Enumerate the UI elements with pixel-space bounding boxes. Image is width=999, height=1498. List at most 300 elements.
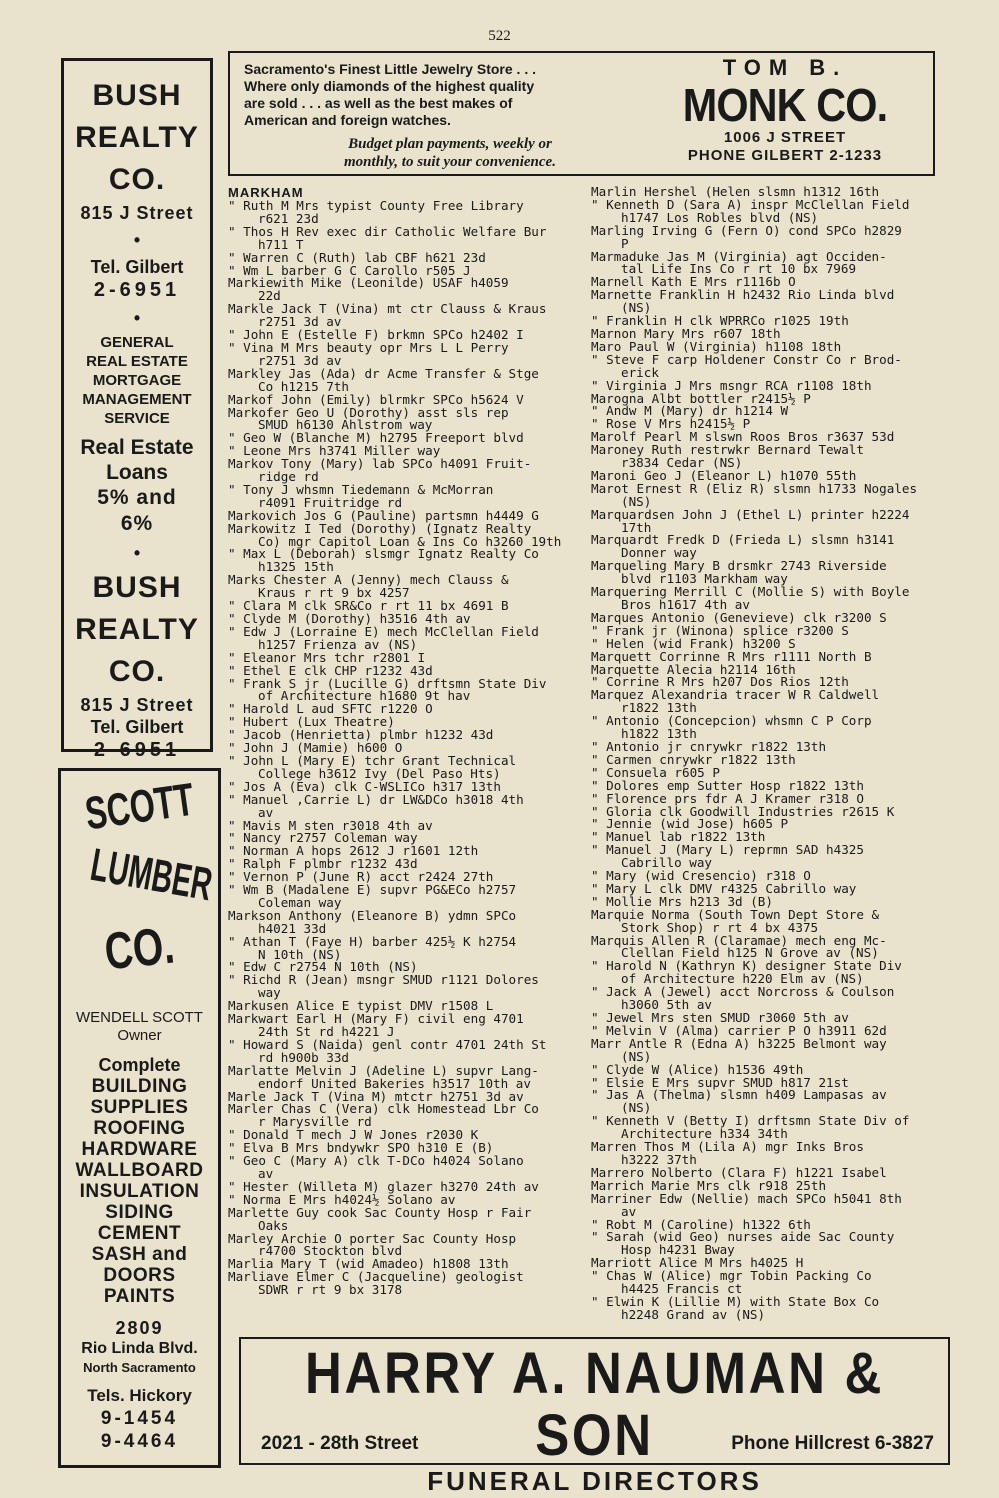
entry-line: " Antonio jr cnrywkr r1822 13th [591,738,827,754]
entry-continuation: av [258,1165,274,1181]
entry-line: " Edw J (Lorraine E) mech McClellan Field [228,623,539,639]
entry-line: " Max L (Deborah) slsmgr Ignatz Realty Co [228,546,539,562]
entry-line: " Kenneth V (Betty I) drftsmn State Div of [591,1113,910,1129]
bush-name-1: BUSH [92,79,182,112]
directory-column-1 [228,186,580,1297]
entry-line: Marr Antle R (Edna A) h3225 Belmont way [591,1035,887,1051]
entry-line: Markowitz I Ted (Dorothy) (Ignatz Realty [228,520,532,536]
product-item: WALLBOARD [75,1160,204,1181]
monk-line: Sacramento's Finest Little Jewelry Store . . . [244,61,536,77]
entry-line: " Nancy r2757 Coleman way [228,830,418,846]
entry-line: " Carmen cnrywkr r1822 13th [591,751,796,767]
directory-entry [591,196,949,225]
entry-continuation: Bros h1617 4th av [621,597,750,612]
entry-line: Markovich Jos G (Pauline) partsmn h4449 G [228,507,539,523]
entry-continuation: rd h900b 33d [258,1049,349,1065]
entry-line: " Clyde M (Dorothy) h3516 4th av [228,611,471,626]
directory-entry [228,1271,580,1297]
entry-line: Marriott Alice M Mrs h4025 H [591,1255,804,1271]
entry-line: " Harold L aud SFTC r1220 O [228,701,433,717]
entry-continuation: Co h1215 7th [258,378,349,394]
entry-line: " Jewel Mrs sten SMUD r3060 5th av [591,1010,849,1025]
entry-continuation: h3060 5th av [621,997,712,1013]
entry-continuation: College h3612 Ivy (Del Paso Hts) [258,765,501,781]
entry-line: Maroney Ruth restrwkr Bernard Tewalt [591,442,864,458]
bush-realty-ad [61,58,213,761]
nauman-ad [239,1337,950,1496]
entry-line: Markley Jas (Ada) dr Acme Transfer & Stge [228,365,539,381]
directory-entry [228,481,580,510]
directory-entry [228,1155,580,1181]
bush-address: 815 J Street [80,203,194,223]
entry-continuation: Donner way [621,545,697,561]
directory-entry [228,1062,580,1091]
entry-line: " John J (Mamie) h600 O [228,740,403,756]
entry-line: Marquez Alexandria tracer W R Caldwell [591,687,880,703]
nauman-sub: FUNERAL DIRECTORS [427,1466,762,1496]
entry-continuation: Stork Shop) r rt 4 bx 4375 [621,919,819,935]
product-item: BUILDING [91,1076,188,1097]
bush-rate: 6% [120,512,154,535]
entry-line: " Wm L barber G C Carollo r505 J [228,262,471,278]
entry-line: " Wm B (Madalene E) supvr PG&ECo h2757 [228,882,517,898]
directory-entry [591,906,949,935]
entry-line: Marlette Guy cook Sac County Hosp r Fair [228,1204,532,1220]
entry-continuation: (NS) [621,1100,652,1116]
entry-line: Markusen Alice E typist DMV r1508 L [228,998,494,1014]
monk-brand [640,55,930,165]
entry-line: " Elva B Mrs bndywkr SPO h310 E (B) [228,1140,494,1156]
entry-line: " Thos H Rev exec dir Catholic Welfare Bur [228,223,547,239]
monk-budget [270,135,630,171]
entry-line: Markson Anthony (Eleanore B) ydmn SPCo [228,907,517,923]
directory-entry [591,289,949,315]
bush-tel-label: Tel. Gilbert [90,717,184,737]
entry-continuation: of Architecture h220 Elm av (NS) [621,971,864,987]
entry-continuation: 17th [621,519,652,535]
owner-label: Owner [117,1027,162,1044]
entry-continuation: blvd r1103 Markham way [621,571,788,587]
entry-continuation: Clellan Field h125 N Grove av (NS) [621,945,879,961]
entry-line: " Jacob (Henrietta) plmbr h1232 43d [228,727,494,743]
bush-name-1: BUSH [92,571,182,604]
entry-continuation: h1822 13th [621,726,697,742]
entry-continuation: h3222 37th [621,1151,697,1167]
product-item: SIDING [105,1202,174,1223]
street-number: 2809 [115,1318,164,1338]
entry-continuation: Hosp h4231 Bway [621,1242,735,1258]
entry-line: Markiewith Mike (Leonilde) USAF h4059 [228,275,509,291]
directory-entry [591,715,949,741]
directory-entry [591,1270,949,1296]
logo-co: CO. [101,916,178,982]
entry-continuation: r1822 13th [621,700,697,716]
directory-entry [591,506,949,535]
entry-line: Marren Thos M (Lila A) mgr Inks Bros [591,1139,864,1155]
entry-line: Marquis Allen R (Claramae) mech eng Mc- [591,932,887,948]
product-item: DOORS [103,1265,176,1286]
entry-line: " Andw M (Mary) dr h1214 W [591,403,789,419]
product-item: ROOFING [93,1118,186,1139]
entry-line: " Edw C r2754 N 10th (NS) [228,959,418,975]
directory-entry [591,560,949,586]
bush-name-3: CO. [108,655,166,688]
logo-lumber: LUMBER [87,837,217,911]
entry-line: " Gloria clk Goodwill Industries r2615 K [591,803,895,819]
bush-service: MANAGEMENT [82,391,192,408]
product-item: SUPPLIES [90,1097,189,1118]
directory-entry [591,1089,949,1115]
entry-line: " Rose V Mrs h2415½ P [591,416,751,432]
entry-line: " Tony J whsmn Tiedemann & McMorran [228,481,494,497]
nauman-name: HARRY A. NAUMAN & SON [305,1341,884,1468]
entry-continuation: r621 23d [258,210,319,226]
entry-line: Marquardt Fredk D (Frieda L) slsmn h3141 [591,532,895,548]
entry-continuation: Coleman way [258,894,342,910]
entry-line: Markle Jack T (Vina) mt ctr Clauss & Kraus [228,301,547,317]
bush-rate: 5% and [97,486,177,509]
bush-tel-number: 2-6951 [93,279,181,301]
entry-line: " Franklin H clk WPRRCo r1025 19th [591,313,849,329]
entry-continuation: Cabrillo way [621,855,712,871]
entry-line: " Richd R (Jean) msngr SMUD r1121 Dolores [228,972,539,988]
directory-entry [228,1103,580,1129]
entry-line: " Antonio (Concepcion) whsmn C P Corp [591,713,872,729]
entry-line: Marrich Marie Mrs clk r918 25th [591,1177,827,1193]
entry-line: Marle Jack T (Vina M) mtctr h2751 3d av [228,1088,524,1104]
entry-continuation: Kraus r rt 9 bx 4257 [258,585,410,601]
directory-entry [591,444,949,470]
entry-continuation: h2248 Grand av (NS) [621,1306,766,1322]
budget-line: monthly, to suit your convenience. [344,154,556,170]
entry-line: " Mollie Mrs h213 3d (B) [591,893,773,909]
directory-entry [228,752,580,781]
directory-entry [228,884,580,910]
entry-line: " Consuela r605 P [591,764,720,780]
entry-line: " Jack A (Jewel) acct Norcross & Coulson [591,984,895,1000]
product-item: SASH and [91,1244,188,1265]
logo-scott: SCOTT [81,772,198,840]
entry-line: " John E (Estelle F) brkmn SPCo h2402 I [228,327,524,343]
entry-continuation: h4425 Francis ct [621,1281,743,1297]
entry-line: " Norman A hops 2612 J r1601 12th [228,843,479,859]
directory-entry [228,1230,580,1259]
street-name: Rio Linda Blvd. [81,1340,198,1357]
budget-line: Budget plan payments, weekly or [348,136,552,152]
bush-tel-label: Tel. Gilbert [90,257,184,277]
directory-entry [228,1204,580,1233]
entry-line: Marques Antonio (Genevieve) clk r3200 S [591,609,887,625]
directory-entry [591,1231,949,1257]
entry-line: Marlia Mary T (wid Amadeo) h1808 13th [228,1256,509,1272]
entry-continuation: tal Life Ins Co r rt 10 bx 7969 [621,261,857,277]
directory-entry [228,458,580,484]
scott-lumber-ad [58,768,221,1468]
entry-continuation: way [258,985,281,1001]
entry-line: Marolf Pearl M slswn Roos Bros r3637 53d [591,429,895,445]
bush-tel-number: 2-6951 [93,739,181,761]
entry-line: " Virginia J Mrs msngr RCA r1108 18th [591,377,872,393]
monk-line: are sold . . . as well as the best makes of [244,95,513,111]
directory-entry [228,404,580,433]
entry-continuation: h1747 Los Robles blvd (NS) [621,209,819,225]
entry-continuation: Architecture h334 34th [621,1126,788,1142]
entry-line: " Ruth M Mrs typist County Free Library [228,198,524,213]
entry-line: Marling Irving G (Fern O) cond SPCo h2829 [591,222,902,238]
entry-line: " Mary (wid Cresencio) r318 O [591,868,811,884]
entry-continuation: av [258,804,274,820]
product-item: PAINTS [103,1286,176,1307]
directory-entry [591,844,949,870]
entry-continuation: (NS) [621,1048,652,1064]
entry-line: " Clara M clk SR&Co r rt 11 bx 4691 B [228,598,509,614]
entry-line: " Leone Mrs h3741 Miller way [228,443,441,459]
bush-loans: Loans [106,461,168,484]
directory-entry [591,222,949,251]
entry-line: " Manuel J (Mary L) reprmn SAD h4325 [591,842,864,858]
entry-continuation: r2751 3d av [258,352,342,368]
directory-entry [228,548,580,574]
directory-entry [591,534,949,560]
directory-entry [591,689,949,715]
directory-entry [228,277,580,303]
directory-entry [591,1293,949,1322]
entry-continuation: P [621,235,629,251]
entry-line: " Kenneth D (Sara A) inspr McClellan Field [591,196,910,212]
monk-tom: TOM B. [722,55,848,80]
entry-line: " Sarah (wid Geo) nurses aide Sac County [591,1229,895,1245]
entry-line: Marquering Merrill C (Mollie S) with Boyle [591,584,910,600]
bush-service: SERVICE [104,410,170,427]
directory-entry [591,480,949,509]
entry-line: " Geo C (Mary A) clk T-DCo h4024 Solano [228,1153,524,1169]
entry-line: " Florence prs fdr A J Kramer r318 O [591,790,864,806]
product-item: CEMENT [97,1223,182,1244]
owner-name: WENDELL SCOTT [76,1009,203,1026]
bullet-icon: • [133,308,141,328]
bush-service: MORTGAGE [92,372,182,389]
entry-line: " Clyde W (Alice) h1536 49th [591,1061,804,1077]
entry-line: " Eleanor Mrs tchr r2801 I [228,649,426,665]
entry-line: " Hester (Willeta M) glazer h3270 24th av [228,1178,539,1194]
complete-label: Complete [98,1055,181,1075]
directory-entry [228,1036,580,1065]
entry-line: Marlin Hershel (Helen slsmn h1312 16th [591,184,880,199]
entry-line: " Chas W (Alice) mgr Tobin Packing Co [591,1268,872,1284]
entry-line: " Corrine R Mrs h207 Dos Rios 12th [591,674,849,690]
entry-continuation: 24th St rd h4221 J [258,1024,395,1039]
monk-line: American and foreign watches. [244,112,451,128]
entry-line: " Manuel lab r1822 13th [591,829,766,845]
entry-line: " Jos A (Eva) clk C-WSLICo h317 13th [228,778,501,794]
directory-entry [228,303,580,329]
directory-entry [228,791,580,820]
entry-line: " Melvin V (Alma) carrier P O h3911 62d [591,1022,887,1038]
entry-line: Markwart Earl H (Mary F) civil eng 4701 [228,1011,524,1027]
entry-line: Marriner Edw (Nellie) mach SPCo h5041 8th [591,1190,902,1206]
directory-entry [228,520,580,549]
entry-line: " Robt M (Caroline) h1322 6th [591,1216,811,1232]
entry-continuation: 22d [258,288,281,304]
entry-line: " Hubert (Lux Theatre) [228,714,395,730]
bullet-icon: • [133,543,141,563]
entry-continuation: r3834 Cedar (NS) [621,455,743,471]
entry-line: " Athan T (Faye H) barber 425½ K h2754 [228,933,517,949]
entry-line: Marquie Norma (South Town Dept Store & [591,906,880,922]
monk-street: 1006 J STREET [723,129,847,146]
directory-column-2 [591,186,949,1322]
entry-continuation: (NS) [621,300,652,316]
bush-service: REAL ESTATE [86,353,188,370]
entry-line: Marogna Albt bottler r2415½ P [591,390,811,406]
directory-entry [228,907,580,936]
directory-entry [591,1141,949,1167]
monk-line: Where only diamonds of the highest quality [244,78,535,94]
directory-entry [228,1013,580,1039]
entry-line: Marnon Mary Mrs r607 18th [591,325,781,341]
entry-continuation: h1257 Frienza av (NS) [258,636,418,652]
entry-line: " Howard S (Naida) genl contr 4701 24th St [228,1036,547,1052]
entry-line: " Vina M Mrs beauty opr Mrs L L Perry [228,339,509,355]
entry-line: Marks Chester A (Jenny) mech Clauss & [228,572,509,588]
entry-line: Marley Archie O porter Sac County Hosp [228,1230,517,1246]
entry-line: " Ethel E clk CHP r1232 43d [228,662,433,678]
entry-line: " Jas A (Thelma) slsmn h409 Lampasas av [591,1087,887,1103]
directory-entry [228,974,580,1000]
entry-line: Marnell Kath E Mrs r1116b O [591,274,796,290]
bush-name-3: CO. [108,163,166,196]
tel-number: 9-1454 [100,1408,179,1429]
entry-line: Markofer Geo U (Dorothy) asst sls rep [228,404,509,420]
directory-entry [228,623,580,652]
entry-continuation: h4021 33d [258,920,327,936]
tel-number: 9-4464 [100,1431,179,1452]
monk-phone: PHONE GILBERT 2-1233 [687,147,883,164]
entry-line: Marqueling Mary B drsmkr 2743 Riverside [591,558,887,574]
page-number: 522 [488,28,511,44]
directory-entry [591,986,949,1012]
entry-line: " Vernon P (June R) acct r2424 27th [228,869,494,885]
directory-entry [228,675,580,704]
entry-line: Marquette Alecia h2114 16th [591,661,796,677]
entry-continuation: Oaks [258,1217,289,1233]
entry-continuation: of Architecture h1680 9t hav [258,688,471,704]
directory-entry [228,200,580,226]
nauman-address: 2021 - 28th Street [261,1433,419,1454]
directory-entry [591,248,949,277]
monk-copy [244,61,624,129]
product-item: INSULATION [79,1181,200,1202]
bullet-icon: • [133,230,141,250]
entry-line: " Ralph F plmbr r1232 43d [228,856,418,872]
bush-loans: Real Estate [80,436,194,459]
monk-name: MONK CO. [682,79,888,131]
entry-line: " Mary L clk DMV r4325 Cabrillo way [591,880,857,896]
directory-entry [591,1190,949,1219]
directory-entry [228,574,580,600]
entry-line: " Harold N (Kathryn K) designer State Div [591,958,902,974]
nauman-phone: Phone Hillcrest 6-3827 [731,1433,934,1454]
entry-line: Markof John (Emily) blrmkr SPCo h5624 V [228,391,524,407]
product-item: HARDWARE [81,1139,198,1160]
bush-name-2: REALTY [75,613,199,646]
bush-service: GENERAL [100,334,174,351]
monk-co-ad [228,51,935,176]
entry-line: " Geo W (Blanche M) h2795 Freeport blvd [228,430,524,446]
entry-line: Marrero Nolberto (Clara F) h1221 Isabel [591,1164,887,1180]
entry-line: " Norma E Mrs h4024½ Solano av [228,1191,456,1207]
directory-entry [228,223,580,252]
entry-continuation: erick [621,364,659,380]
tels-label: Tels. Hickory [87,1386,192,1405]
entry-line: " Frank S jr (Lucille G) drftsmn State Div [228,675,547,691]
entry-line: Markov Tony (Mary) lab SPCo h4091 Fruit- [228,456,532,472]
entry-continuation: h1325 15th [258,559,334,575]
entry-continuation: Co) mgr Capitol Loan & Ins Co h3260 19th [258,533,562,549]
entry-continuation: endorf United Bakeries h3517 10th av [258,1075,531,1091]
entry-line: Marler Chas C (Vera) clk Homestead Lbr Co [228,1101,539,1117]
entry-line: " Jennie (wid Jose) h605 P [591,816,789,832]
directory-entry [228,339,580,368]
directory-entry [591,586,949,612]
entry-line: " Elsie E Mrs supvr SMUD h817 21st [591,1074,849,1090]
entry-line: Marot Ernest R (Eliz R) slsmn h1733 Nogales [591,480,918,496]
directory-entry [591,1035,949,1064]
entry-line: Marnette Franklin H h2432 Rio Linda blvd [591,287,895,303]
entry-continuation: h711 T [258,236,304,252]
entry-continuation: N 10th (NS) [258,946,342,962]
entry-continuation: r Marysville rd [258,1114,372,1130]
entry-line: Marlatte Melvin J (Adeline L) supvr Lang- [228,1062,539,1078]
entry-line: " John L (Mary E) tchr Grant Technical [228,752,517,768]
entry-line: Marliave Elmer C (Jacqueline) geologist [228,1269,524,1285]
entry-line: Marquardsen John J (Ethel L) printer h2224 [591,506,910,522]
entry-line: " Dolores emp Sutter Hosp r1822 13th [591,777,864,793]
entry-continuation: (NS) [621,493,652,509]
entry-line: Maro Paul W (Virginia) h1108 18th [591,338,842,354]
city-name: North Sacramento [83,1360,196,1375]
entry-line: Maroni Geo J (Eleanor L) h1070 55th [591,467,857,483]
entry-continuation: r2751 3d av [258,314,342,330]
entry-line: " Steve F carp Holdener Constr Co r Brod- [591,351,902,367]
entry-continuation: ridge rd [258,469,319,485]
directory-entry [228,933,580,962]
entry-line: " Mavis M sten r3018 4th av [228,817,433,833]
directory-entry [591,960,949,986]
entry-continuation: SDWR r rt 9 bx 3178 [258,1282,403,1298]
entry-line: Marmaduke Jas M (Virginia) agt Occiden- [591,248,887,264]
entry-line: " Helen (wid Frank) h3200 S [591,635,796,651]
directory-entry [228,365,580,394]
scott-logo [61,772,218,1009]
entry-line: " Donald T mech J W Jones r2030 K [228,1127,479,1143]
entry-line: Marquett Corrinne R Mrs r1111 North B [591,648,872,664]
entry-line: " Manuel ,Carrie L) dr LW&DCo h3018 4th [228,791,524,807]
directory-entry [591,932,949,961]
bush-address: 815 J Street [80,695,194,715]
entry-continuation: r4091 Fruitridge rd [258,494,403,510]
directory-entry [591,1115,949,1141]
entry-continuation: SMUD h6130 Ahlstrom way [258,417,433,433]
entry-line: " Frank jr (Winona) splice r3200 S [591,622,849,638]
directory-entry [591,351,949,380]
entry-continuation: av [621,1203,637,1219]
bush-name-2: REALTY [75,121,199,154]
entry-line: " Elwin K (Lillie M) with State Box Co [591,1293,880,1309]
entry-line: " Warren C (Ruth) lab CBF h621 23d [228,249,486,265]
entry-line: MARKHAM [228,185,304,200]
entry-continuation: r4700 Stockton blvd [258,1243,403,1259]
